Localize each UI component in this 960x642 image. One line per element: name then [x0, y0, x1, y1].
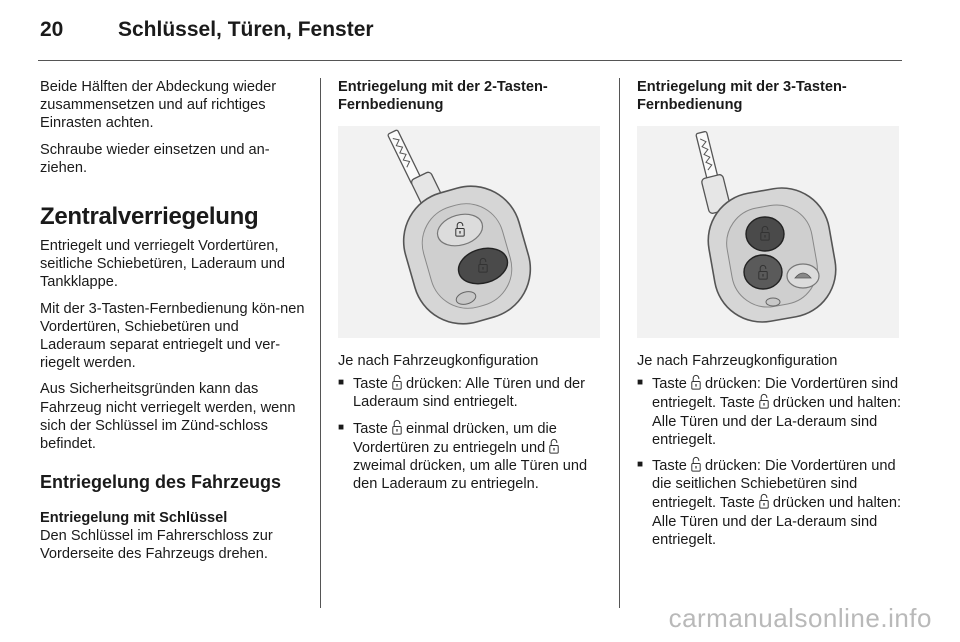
section-paragraph-1: Entriegelt und verriegelt Vordertüren, seitliche Schiebetüren, Laderaum und Tankklappe.	[40, 238, 286, 291]
intro-paragraph-1: Beide Hälften der Abdeckung wieder zusammensetzen und auf richtiges Einrasten achten.	[40, 79, 277, 132]
unlock-icon	[759, 493, 769, 509]
page-title: Schlüssel, Türen, Fenster	[118, 18, 374, 41]
page-header	[40, 18, 374, 48]
unlock-icon	[691, 374, 701, 390]
three-button-remote-illustration	[637, 126, 899, 338]
list-item: ■ Taste drücken: Alle Türen und der Laderaum sind entriegelt.	[338, 374, 596, 411]
section-paragraph-2: Mit der 3-Tasten-Fernbedienung kön-nen Vordertüren, Schiebetüren und Laderaum separat entriegelt und ver-riegelt werden.	[40, 300, 305, 372]
list-item: ■ Taste drücken: Die Vordertüren sind entriegelt. Taste drücken und halten: Alle Türen und der La-deraum sind entriegelt.	[637, 374, 902, 449]
intro-paragraph-2: Schraube wieder einsetzen und an-ziehen.	[40, 141, 270, 176]
column-divider-1	[320, 78, 321, 608]
unlock-icon	[392, 419, 402, 435]
two-button-bullet-list	[338, 374, 596, 493]
watermark-link[interactable]: carmanualsonline.info	[668, 603, 932, 633]
two-button-remote-illustration	[338, 126, 600, 338]
two-button-remote-heading: Entriegelung mit der 2-Tasten-Fernbedienung	[338, 79, 548, 113]
three-button-remote-heading: Entriegelung mit der 3-Tasten-Fernbedienung	[637, 79, 847, 113]
column-2	[338, 78, 596, 500]
unlock-icon	[691, 456, 701, 472]
three-button-bullet-list	[637, 374, 902, 549]
key-unlock-text: Den Schlüssel im Fahrerschloss zur Vorderseite des Fahrzeugs drehen.	[40, 528, 273, 563]
list-item: ■ Taste einmal drücken, um die Vordertüren zu entriegeln und zweimal drücken, um alle Türen und den Laderaum zu entriegeln.	[338, 419, 596, 494]
subsection-heading-entriegelung: Entriegelung des Fahrzeugs	[40, 472, 282, 493]
column-divider-2	[619, 78, 620, 608]
two-button-config-intro: Je nach Fahrzeugkonfiguration	[338, 353, 539, 369]
three-button-config-intro: Je nach Fahrzeugkonfiguration	[637, 353, 838, 369]
key-unlock-heading: Entriegelung mit Schlüssel	[40, 510, 228, 527]
unlock-button-1	[746, 217, 784, 251]
column-3	[637, 78, 902, 556]
section-paragraph-3: Aus Sicherheitsgründen kann das Fahrzeug nicht verriegelt werden, wenn sich der Schlüssel im Zünd-schloss befindet.	[40, 381, 296, 453]
section-heading-zentralverriegelung: Zentralverriegelung	[40, 203, 259, 231]
header-divider	[38, 60, 902, 61]
unlock-icon	[392, 374, 402, 390]
unlock-icon	[759, 393, 769, 409]
list-item: ■ Taste drücken: Die Vordertüren und die seitlichen Schiebetüren sind entriegelt. Taste drücken und halten: Alle Türen und der La-deraum sind entriegelt.	[637, 456, 902, 549]
column-1	[40, 78, 305, 572]
unlock-icon	[549, 438, 559, 454]
page-number: 20	[40, 18, 64, 41]
